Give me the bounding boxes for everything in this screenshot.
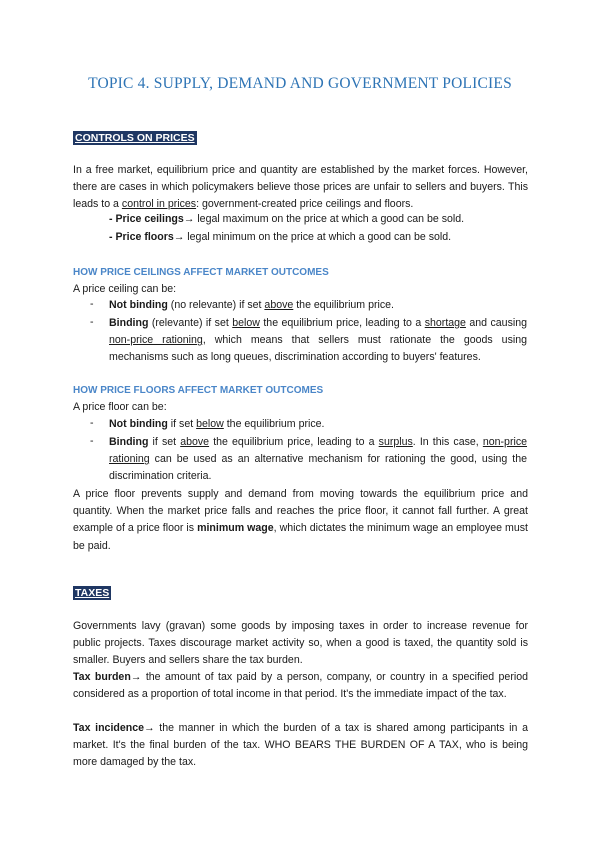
bullet-dash: - [90,316,94,328]
bullet-text: and causing [465,317,528,329]
bullet-term: Binding [109,436,149,448]
page-title: TOPIC 4. SUPPLY, DEMAND AND GOVERNMENT POLICIES [88,75,512,92]
bullet-term: Not binding [109,299,168,311]
tax-incidence-term: Tax incidence→ [73,722,155,734]
bullet-text: if set [167,418,197,430]
paragraph-text: , which dictates the minimum wage an employee must be paid. [73,522,528,552]
paragraph-text: A price floor prevents supply and demand from moving towards the equilibrium price and quantity. When the market price falls and reaches the price floor, it cannot fall further. A great example of a price floor is [73,488,528,535]
bullet-underlined: surplus [378,436,413,448]
price-floor-lead: A price floor can be: [73,401,167,413]
bullet-underlined: above [264,299,294,311]
price-ceiling-lead: A price ceiling can be: [73,283,177,295]
bullet-text: the equilibrium price, leading to a [209,436,379,448]
section-heading-controls: CONTROLS ON PRICES [75,132,195,144]
tax-burden-definition [73,669,528,703]
price-ceiling-definition [109,213,464,225]
subheading-price-ceilings: HOW PRICE CEILINGS AFFECT MARKET OUTCOMES [73,267,329,278]
tax-incidence-text: the manner in which the burden of a tax is shared among participants in a market. It's the final burden of the tax. WHO BEARS THE BURDEN OF A TAX, who is being more damaged by the tax. [73,722,528,769]
price-ceiling-text: legal maximum on the price at which a good can be sold. [194,213,465,225]
ceiling-binding-item [109,315,527,367]
bullet-underlined: above [180,436,210,448]
bullet-text: the equilibrium price, leading to a [259,317,425,329]
bullet-text: the equilibrium price. [293,299,394,311]
intro-text-2: : government-created price ceilings and floors. [196,198,414,211]
bullet-text: , which means that sellers must rationate the goods using mechanisms such as long queues, discrimination according to buyers' features. [109,334,528,364]
bullet-text: . In this case, [412,436,483,448]
bullet-underlined: shortage [424,317,466,329]
bullet-underlined: below [196,418,224,430]
minimum-wage-term: minimum wage [197,522,274,535]
bullet-underlined: below [232,317,260,329]
tax-burden-term: Tax burden→ [73,671,142,683]
price-floor-paragraph [73,486,528,555]
ceiling-not-binding-item [109,297,527,314]
bullet-underlined: non-price rationing [109,436,528,466]
bullet-underlined: non-price rationing [109,334,203,347]
subheading-price-floors: HOW PRICE FLOORS AFFECT MARKET OUTCOMES [73,385,324,396]
section-heading-taxes: TAXES [75,587,110,599]
taxes-intro-paragraph: Governments lavy (gravan) some goods by imposing taxes in order to increase revenue for public projects. Taxes discourage market activity so, when a good is taxed, the quantity sold is smaller. Buyers and sellers share the tax burden. [73,620,528,667]
controls-intro-paragraph [73,162,528,214]
price-floor-text: legal minimum on the price at which a good can be sold. [184,231,452,243]
price-floor-definition [109,231,451,243]
bullet-text: (relevante) if set [148,317,233,329]
floor-binding-item [109,434,527,486]
bullet-dash: - [90,417,94,429]
bullet-text: can be used as an alternative mechanism for rationing the good, using the discrimination criteria. [109,453,527,483]
tax-incidence-definition [73,720,528,772]
bullet-text: (no relevante) if set [167,299,265,311]
bullet-term: Binding [109,317,149,329]
price-ceiling-term: - Price ceilings→ [109,213,195,225]
bullet-dash: - [90,435,94,447]
bullet-text: the equilibrium price. [223,418,325,430]
intro-text-1: In a free market, equilibrium price and quantity are established by the market forces. However, there are cases in which policymakers believe those prices are unfair to sellers and buyers. This leads to a [73,164,528,211]
tax-burden-text: the amount of tax paid by a person, company, or country in a specified period considered as a proportion of total income in that period. It's the immediate impact of the tax. [73,671,528,701]
bullet-term: Not binding [109,418,168,430]
bullet-dash: - [90,298,94,310]
floor-not-binding-item [109,416,527,433]
bullet-text: if set [148,436,181,448]
intro-underlined-term: control in prices [121,198,197,211]
price-floor-term: - Price floors→ [109,231,185,243]
